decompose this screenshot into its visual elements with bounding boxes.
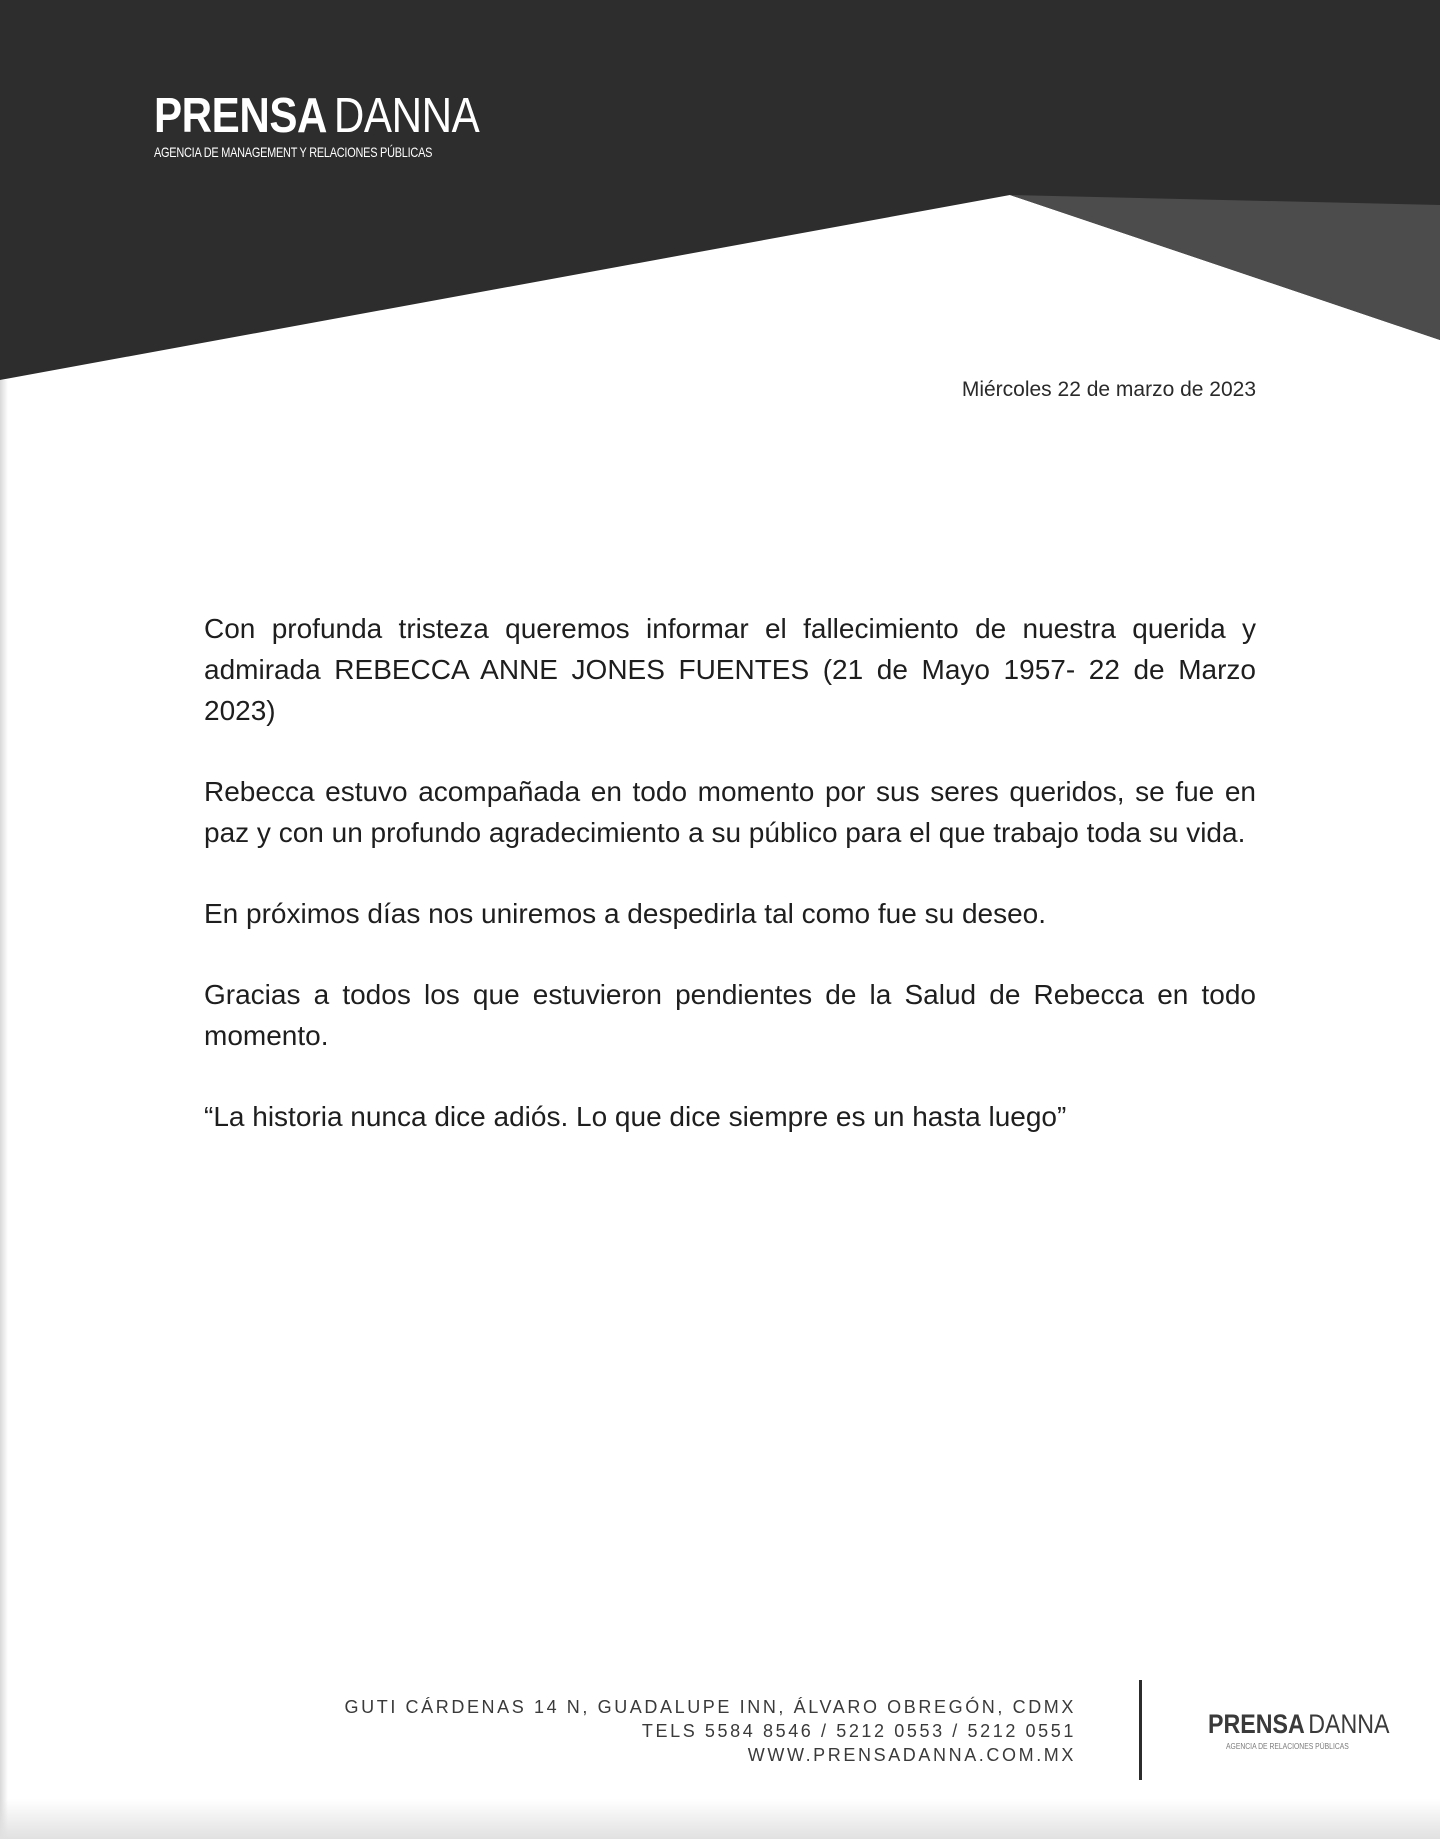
closing-quote: “La historia nunca dice adiós. Lo que dice siempre es un hasta luego” [204,1101,1067,1132]
page-edge-shadow [0,380,8,1839]
footer-divider [1139,1680,1142,1780]
header-banner [0,0,1440,400]
footer-website: WWW.PRENSADANNA.COM.MX [747,1745,1076,1765]
footer-logo-bold: PRENSA [1208,1709,1305,1739]
footer-logo [1208,1710,1419,1752]
footer-phones: TELS 5584 8546 / 5212 0553 / 5212 0551 [641,1721,1076,1741]
header-logo [154,90,532,160]
header-dark-band [0,0,1440,380]
footer-logo-light: DANNA [1308,1709,1390,1739]
footer-contact [345,1695,1076,1767]
header-logo-bold: PRENSA [154,89,328,143]
footer-logo-tagline: AGENCIA DE RELACIONES PÚBLICAS [1226,1742,1349,1751]
header-logo-light: DANNA [333,89,480,143]
paragraph-thanks: Gracias a todos los que estuvieron pendientes de la Salud de Rebecca en todo momento. [204,979,1256,1051]
paragraph-announcement: Con profunda tristeza queremos informar el fallecimiento de nuestra querida y admirada REBECCA ANNE JONES FUENTES (21 de Mayo 1957- 22 de Marzo 2023) [204,613,1256,726]
header-tagline: AGENCIA DE MANAGEMENT Y RELACIONES PÚBLICAS [154,144,433,160]
page-bottom-shadow [0,1799,1440,1839]
footer-address: GUTI CÁRDENAS 14 N, GUADALUPE INN, ÁLVARO OBREGÓN, CDMX [344,1697,1076,1717]
paragraph-farewell: En próximos días nos uniremos a despedirla tal como fue su deseo. [204,898,1047,929]
document-date: Miércoles 22 de marzo de 2023 [961,378,1256,401]
statement-body [204,608,1256,1177]
header-gray-wedge [1010,195,1440,340]
paragraph-accompanied: Rebecca estuvo acompañada en todo momento por sus seres queridos, se fue en paz y con un profundo agradecimiento a su público para el que trabajo toda su vida. [204,776,1256,848]
